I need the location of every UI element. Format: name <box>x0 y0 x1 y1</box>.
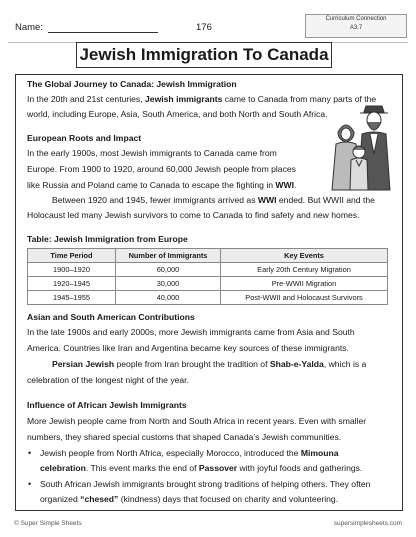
bold-term: WWI <box>275 180 295 190</box>
table-cell: 40,000 <box>116 291 221 305</box>
bold-term: “chesed” <box>80 494 119 504</box>
immigration-table <box>27 248 388 305</box>
section2-line4 <box>52 193 375 209</box>
table-cell: 1920–1945 <box>28 277 116 291</box>
text: . This event marks the end of <box>85 463 199 473</box>
text: Jewish people from North Africa, especially Morocco, introduced the <box>40 448 301 458</box>
section1-line2: world, including Europe, Asia, South America, and both North and South Africa. <box>27 109 328 119</box>
section-heading-african: Influence of African Jewish Immigrants <box>27 400 187 410</box>
text: In the 20th and 21st centuries, <box>27 94 146 104</box>
section1-line1 <box>27 92 376 108</box>
column-header: Number of Immigrants <box>116 249 221 263</box>
text: people from Iran brought the tradition of <box>114 359 270 369</box>
section3-line1: In the late 1900s and early 2000s, more Jewish immigrants came from Asia and South <box>27 327 355 337</box>
bullet-marker: • <box>28 448 32 458</box>
table-cell: Post-WWII and Holocaust Survivors <box>221 291 388 305</box>
bold-term: Shab-e-Yalda <box>269 359 324 369</box>
curriculum-title: Curriculum Connection <box>325 16 387 22</box>
text: Between 1920 and 1945, fewer immigrants arrived as <box>52 195 258 205</box>
table-cell: Early 20th Century Migration <box>221 263 388 277</box>
text: . <box>294 180 297 190</box>
table-cell: Pre-WWII Migration <box>221 277 388 291</box>
text: (kindness) days that focused on charity and volunteering. <box>118 494 339 504</box>
table-cell: 1945–1955 <box>28 291 116 305</box>
section3-line3 <box>52 357 366 373</box>
section3-line2: America. Countries like Iran and Argentina became key sources of these immigrants. <box>27 343 349 353</box>
table-cell: 30,000 <box>116 277 221 291</box>
section2-line2: Europe. From 1900 to 1920, around 60,000 Jewish people from places <box>27 164 296 174</box>
text: with joyful foods and gatherings. <box>237 463 363 473</box>
text: like Russia and Poland came to Canada to escape the fighting in <box>27 180 276 190</box>
table-row <box>28 277 388 291</box>
column-header: Time Period <box>28 249 116 263</box>
section2-line1: In the early 1900s, most Jewish immigrants to Canada came from <box>27 148 277 158</box>
page-title: Jewish Immigration To Canada <box>76 42 332 68</box>
table-caption: Table: Jewish Immigration from Europe <box>27 234 188 244</box>
table-cell: 1900–1920 <box>28 263 116 277</box>
bold-term: celebration <box>40 463 86 473</box>
text: organized <box>40 494 81 504</box>
bold-term: Persian Jewish <box>52 359 115 369</box>
section2-line3 <box>27 178 296 194</box>
section-heading-european: European Roots and Impact <box>27 133 142 143</box>
section-heading-asian: Asian and South American Contributions <box>27 312 195 322</box>
table-header-row <box>28 249 388 263</box>
table-row <box>28 291 388 305</box>
column-header: Key Events <box>221 249 388 263</box>
text: came to Canada from many parts of the <box>222 94 377 104</box>
bold-term: Mimouna <box>300 448 339 458</box>
section4-line2: numbers, they shared special customs that shaped Canada’s Jewish communities. <box>27 432 342 442</box>
bold-term: Passover <box>198 463 238 473</box>
family-illustration <box>326 104 396 192</box>
table-cell: 60,000 <box>116 263 221 277</box>
page-number: 176 <box>196 22 212 33</box>
bullet2-line1: South African Jewish immigrants brought strong traditions of helping others. They often <box>40 479 371 489</box>
bullet1-line1 <box>40 446 339 462</box>
section-heading-global: The Global Journey to Canada: Jewish Immigration <box>27 79 237 89</box>
section3-line4: celebration of the longest night of the year. <box>27 375 189 385</box>
name-label: Name: <box>15 22 43 33</box>
name-input-line[interactable] <box>48 32 158 33</box>
curriculum-code: A3.7 <box>349 25 363 31</box>
bold-term: Jewish immigrants <box>145 94 223 104</box>
text: , which is a <box>323 359 367 369</box>
table-row <box>28 263 388 277</box>
bullet1-line2 <box>40 461 362 477</box>
bullet2-line2 <box>40 492 338 508</box>
footer-copyright: © Super Simple Sheets <box>14 520 82 527</box>
section4-line1: More Jewish people came from North and South Africa in recent years. Even with smaller <box>27 416 367 426</box>
footer-website: supersimplesheets.com <box>333 520 402 527</box>
text: ended. But WWII and the <box>276 195 375 205</box>
bullet-marker: • <box>28 479 32 489</box>
bold-term: WWI <box>257 195 277 205</box>
curriculum-connection-box <box>305 14 407 38</box>
section2-line5: Holocaust led many Jewish survivors to come to Canada to find safety and new homes. <box>27 210 360 220</box>
